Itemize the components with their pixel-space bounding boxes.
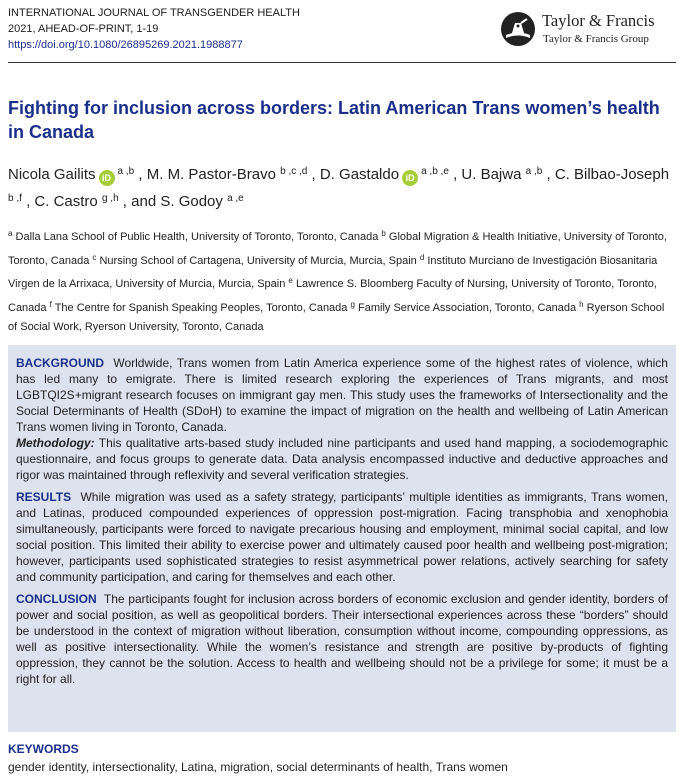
affiliation-mark: e xyxy=(288,276,293,285)
affiliation-mark: b xyxy=(381,229,386,238)
affiliation-text: Instituto Murciano de Investigación Biosanitaria Virgen de la Arrixaca, University of Murcia, Murcia, Spain xyxy=(8,254,658,290)
publisher-name: Taylor & Francis xyxy=(542,11,655,30)
article-title: Fighting for inclusion across borders: Latin American Trans women’s health in Canada xyxy=(8,98,660,142)
background-label: BACKGROUND xyxy=(16,356,104,370)
author-entry xyxy=(461,166,554,183)
author-separator: , xyxy=(134,166,147,183)
author-entry xyxy=(147,166,320,183)
author-entry xyxy=(131,193,244,210)
author-affiliation-marks: a ,b xyxy=(525,166,543,177)
affiliation-text: Global Migration & Health Initiative, University of Toronto, Toronto, Canada xyxy=(8,231,667,267)
author-affiliation-marks: g ,h xyxy=(101,193,119,204)
methodology-text: This qualitative arts-based study included nine participants and used hand mapping, a sociodemographic questionnaire, and focus groups to generate data. Data analysis encompassed inductive and deductive approaches and rigor was maintained through reflexivity and several verification strategies. xyxy=(16,436,668,482)
author-name[interactable]: D. Gastaldo xyxy=(319,166,400,183)
results-label: RESULTS xyxy=(16,490,72,504)
affiliation-mark: c xyxy=(92,252,97,262)
results-text: While migration was used as a safety strategy, participants’ multiple identities as immigrants, Trans women, and Latinas, produced compounded experiences of oppression post-migration. Facing transphobia and xenophobia simultaneously, participants were forced to navigate precarious housing and employment, minimal social capital, and low social position. This limited their ability to exercise power and ultimately caused poor health and wellbeing post-migration; however, participants used sophisticated strategies to resist asymmetrical power relations, actively searching for safety and community participation, and caring for themselves and each other. xyxy=(16,490,669,584)
orcid-icon[interactable]: iD xyxy=(402,170,418,186)
author-separator: , xyxy=(542,166,555,183)
affiliation-mark: f xyxy=(49,299,52,309)
abstract-conclusion xyxy=(16,591,668,687)
author-name[interactable]: C. Bilbao-Joseph xyxy=(554,166,670,183)
affiliation-text: Ryerson School of Social Work, Ryerson University, Toronto, Canada xyxy=(8,301,665,333)
author-separator: , xyxy=(307,166,320,183)
abstract-background: BACKGROUND Worldwide, Trans women from Latin America experience some of the highest rates of violence, which has led many to emigrate. There is limited research exploring the experiences of Trans migrants, and most LGBTQI2S+migrant research focuses on immigrant gay men. This study uses the frameworks of Intersectionality and the Social Determinants of Health (SDoH) to examine the impact of migration on the health and wellbeing of Latin American Trans women living in Toronto, Canada. Methodology: This qualitative arts-based study included nine participants and used hand mapping, a sociodemographic questionnaire, and focus groups to generate data. Data analysis encompassed inductive and deductive approaches and rigor was maintained through reflexivity and several verification strategies. xyxy=(16,356,668,482)
author-entry xyxy=(34,193,131,210)
affiliation-mark: h xyxy=(579,299,584,309)
affiliation-mark: a xyxy=(8,229,13,238)
author-name[interactable]: M. M. Pastor-Bravo xyxy=(146,166,276,183)
author-name[interactable]: U. Bajwa xyxy=(461,166,522,183)
abstract-results xyxy=(16,489,668,585)
issue-info: 2021, AHEAD-OF-PRINT, 1-19 xyxy=(8,23,159,35)
author-affiliation-marks: b ,f xyxy=(8,193,22,204)
abstract-box xyxy=(8,345,676,732)
header-divider xyxy=(8,62,676,63)
author-list xyxy=(8,160,676,214)
affiliation-text: Nursing School of Cartagena, University of Murcia, Murcia, Spain xyxy=(99,254,417,267)
author-affiliation-marks: a ,b ,e xyxy=(421,166,449,177)
affiliation-text: Lawrence S. Bloomberg Faculty of Nursing, University of Toronto, Toronto, Canada xyxy=(8,278,657,314)
affiliation-text: Family Service Association, Toronto, Canada xyxy=(358,301,577,314)
publisher-group: Taylor & Francis Group xyxy=(543,33,649,45)
orcid-icon[interactable]: iD xyxy=(99,170,115,186)
conclusion-text: The participants fought for inclusion across borders of economic exclusion and gender identity, borders of power and social position, as well as geopolitical borders. Their intersectional experiences across these “borders” should be understood in the context of migration without liberation, consumption without income, compounding oppressions, as well as positive intersectionality. While the women’s resistance and strength are positive by-products of fighting oppression, they cannot be the solution. Access to health and wellbeing should not be a privilege for some; it must be a right for all. xyxy=(16,592,668,686)
article-header xyxy=(8,5,676,57)
author-name[interactable]: and S. Godoy xyxy=(131,193,223,210)
affiliation-mark: g xyxy=(350,299,355,309)
publisher-lamp-icon xyxy=(500,11,536,47)
background-text: Worldwide, Trans women from Latin America experience some of the highest rates of violence, which has led many to emigrate. There is limited research exploring the experiences of Trans migrants, and most LGBTQI2S+migrant research focuses on immigrant gay men. This study uses the frameworks of Intersectionality and the Social Determinants of Health (SDoH) to examine the impact of migration on the health and wellbeing of Latin American Trans women living in Toronto, Canada. xyxy=(16,356,668,434)
methodology-label: Methodology xyxy=(16,436,91,450)
affiliation-text: The Centre for Spanish Speaking Peoples, Toronto, Canada xyxy=(54,301,348,314)
journal-name: INTERNATIONAL JOURNAL OF TRANSGENDER HEALTH xyxy=(8,7,300,19)
author-separator: , xyxy=(448,166,462,183)
author-entry xyxy=(8,166,147,183)
keywords-text: gender identity, intersectionality, Latina, migration, social determinants of health, Trans women xyxy=(8,760,508,774)
affiliation-mark: d xyxy=(419,252,425,262)
publisher-logo xyxy=(500,5,676,53)
affiliations xyxy=(8,224,676,338)
affiliation-text: Dalla Lana School of Public Health, University of Toronto, Toronto, Canada xyxy=(15,231,379,243)
author-affiliation-marks: a ,b xyxy=(117,166,135,177)
author-affiliation-marks: a ,e xyxy=(227,193,244,204)
keywords-heading: KEYWORDS xyxy=(8,742,79,756)
doi-link[interactable]: https://doi.org/10.1080/26895269.2021.1988877 xyxy=(8,39,243,51)
author-name[interactable]: C. Castro xyxy=(34,193,98,210)
author-separator: , xyxy=(21,193,35,210)
author-entry xyxy=(320,166,462,183)
author-name[interactable]: Nicola Gailits xyxy=(8,166,96,183)
author-affiliation-marks: b ,c ,d xyxy=(280,166,308,177)
author-separator: , xyxy=(118,193,132,210)
conclusion-label: CONCLUSION xyxy=(16,592,97,606)
